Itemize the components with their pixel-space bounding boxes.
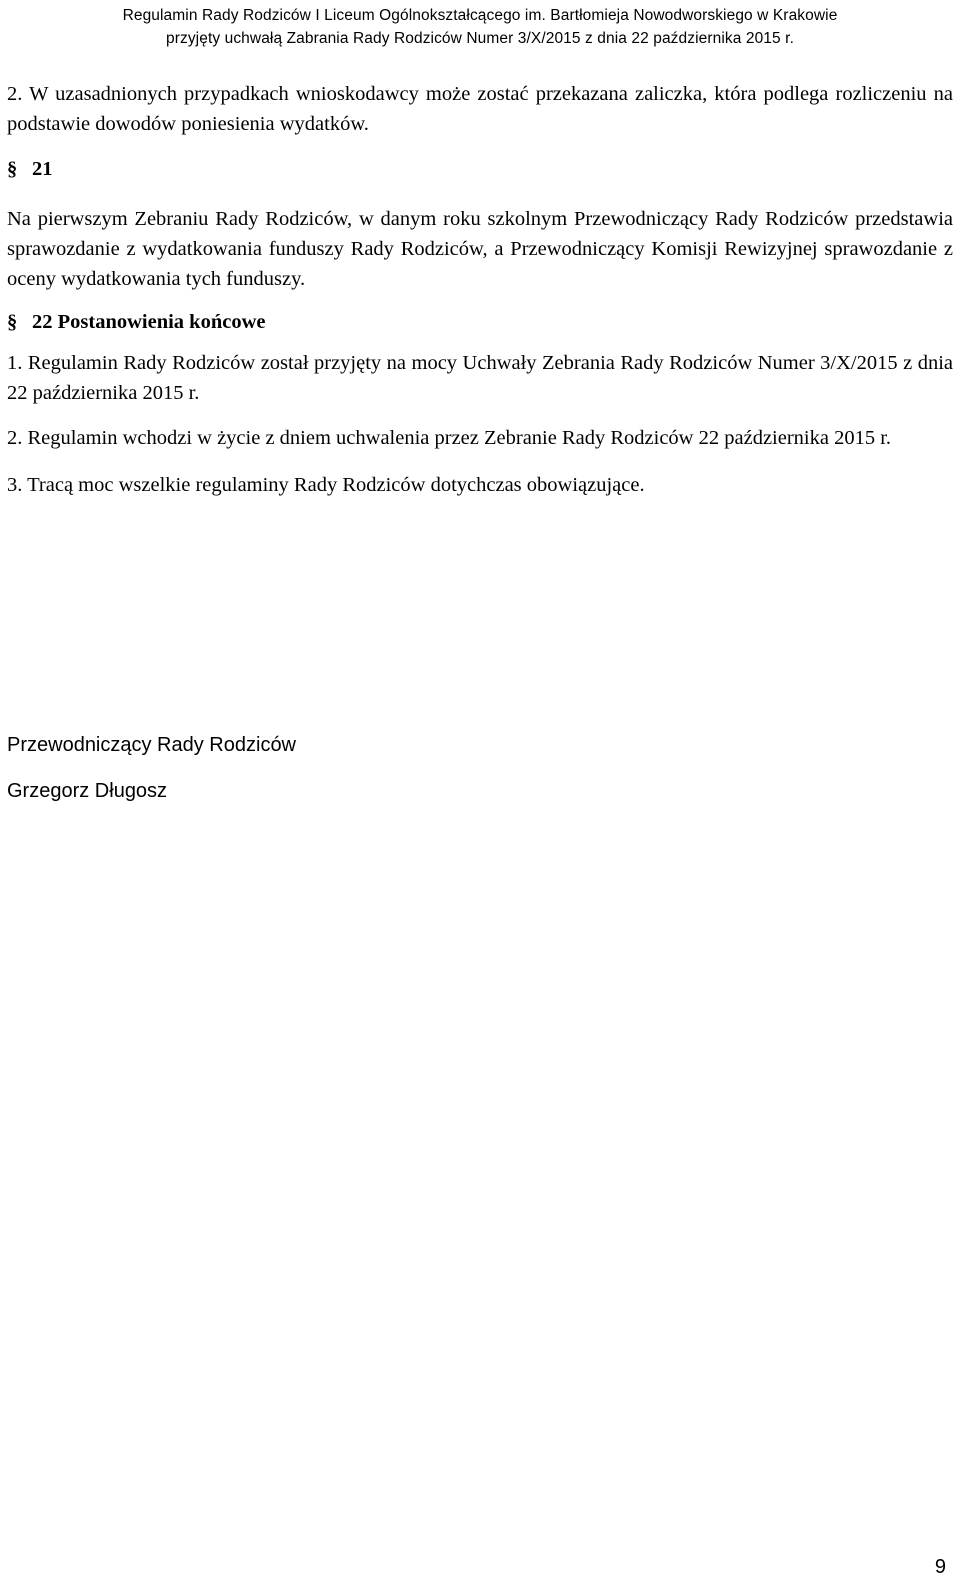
signatory-role: Przewodniczący Rady Rodziców: [7, 734, 297, 756]
section-sign-icon: §: [7, 158, 18, 180]
section-heading-22: [7, 307, 953, 337]
signatory-name: Grzegorz Długosz: [7, 780, 168, 802]
header-adoption-note: przyjęty uchwałą Zabrania Rady Rodziców Numer 3/X/2015 z dnia 22 października 2015 r.: [166, 30, 794, 47]
document-body: [7, 79, 953, 500]
signature-block: [7, 732, 296, 804]
section-sign-icon: §: [7, 311, 18, 333]
section-title: 21: [32, 158, 53, 180]
paragraph-repeal: 3. Tracą moc wszelkie regulaminy Rady Rodziców dotychczas obowiązujące.: [7, 474, 645, 496]
paragraph-advance-payment: 2. W uzasadnionych przypadkach wnioskodawcy może zostać przekazana zaliczka, która podlega rozliczeniu na podstawie dowodów poniesienia wydatków.: [7, 83, 953, 135]
page-header: [0, 4, 960, 50]
page-number: 9: [934, 1556, 946, 1578]
header-document-title: Regulamin Rady Rodziców I Liceum Ogólnokształcącego im. Bartłomieja Nowodworskiego w Krakowie: [122, 7, 838, 24]
section-heading-21: [7, 154, 953, 184]
paragraph-entry-into-force: 2. Regulamin wchodzi w życie z dniem uchwalenia przez Zebranie Rady Rodziców 22 października 2015 r.: [7, 427, 892, 449]
paragraph-adoption: 1. Regulamin Rady Rodziców został przyjęty na mocy Uchwały Zebrania Rady Rodziców Numer 3/X/2015 z dnia 22 października 2015 r.: [7, 352, 953, 404]
section-title: 22 Postanowienia końcowe: [32, 311, 266, 333]
paragraph-annual-report: Na pierwszym Zebraniu Rady Rodziców, w danym roku szkolnym Przewodniczący Rady Rodziców przedstawia sprawozdanie z wydatkowania funduszy Rady Rodziców, a Przewodniczący Komisji Rewizyjnej sprawozdanie z oceny wydatkowania tych funduszy.: [7, 208, 953, 290]
